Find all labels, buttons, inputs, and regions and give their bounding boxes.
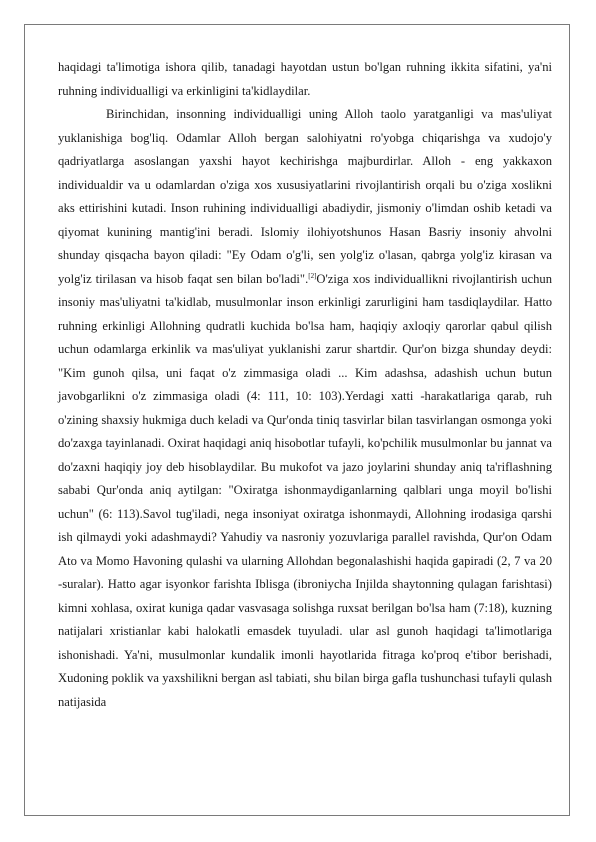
paragraph-1: haqidagi ta'limotiga ishora qilib, tanadagi hayotdan ustun bo'lgan ruhning ikkita sifatini, ya'ni ruhning individualligi va erkinligini ta'kidlaydilar. xyxy=(58,60,552,98)
paragraph-2-part-1: Birinchidan, insonning individualligi uning Alloh taolo yaratganligi va mas'uliyat yuklanishiga bog'liq. Odamlar Alloh bergan salohiyatni ro'yobga chiqarishga va xudojo'y qadriyatlarga asoslangan yaxshi hayot kechirishga majburdirlar. Alloh - eng yakkaxon individualdir va u odamlardan o'ziga xos xususiyatlarini rivojlantirish orqali bu o'ziga xoslikni aks ettirishini kutadi. Inson ruhining individualligi abadiydir, jismoniy o'limdan oshib ketadi va qiyomat kunining mantig'ini beradi. Islomiy ilohiyotshunos Hasan Basriy insoniy ahvolni shunday qisqacha bayon qiladi: "Ey Odam o'g'li, sen yolg'iz o'lasan, qabrga yolg'iz kirasan va yolg'iz tirilasan va hisob faqat sen bilan bo'ladi". xyxy=(58,107,552,286)
paragraph-2 xyxy=(58,103,552,714)
paragraph-2-part-2: O'ziga xos individuallikni rivojlantirish uchun insoniy mas'uliyatni ta'kidlab, musulmonlar inson erkinligi zarurligini ham tasdiqlaydilar. Hatto ruhning erkinligi Allohning qudratli kuchida bo'lsa ham, haqiqiy axloqiy qarorlar qabul qilish uchun odamlarga erkinlik va mas'uliyat yuklanishi zarur shartdir. Qur'on bizga shunday deydi: "Kim gunoh qilsa, uni faqat o'z zimmasiga oladi ... Kim adashsa, adashish uchun butun javobgarlikni o'z zimmasiga oladi (4: 111, 10: 103).Yerdagi xatti -harakatlariga qarab, ruh o'zining shaxsiy hukmiga duch keladi va Qur'onda tiniq tasvirlar bilan tasvirlangan osmonga yoki do'zaxga tayinlanadi. Oxirat haqidagi aniq hisobotlar tufayli, ko'pchilik musulmonlar bu jannat va do'zaxni haqiqiy joy deb hisoblaydilar. Bu mukofot va jazo joylarini shunday aniq ta'riflashning sababi Qur'onda aniq aytilgan: "Oxiratga ishonmaydiganlarning qalblari unga moyil bo'lishi uchun" (6: 113).Savol tug'iladi, nega insoniyat oxiratga ishonmaydi, Allohning irodasiga qarshi ish qilmaydi yoki adashmaydi? Yahudiy va nasroniy yozuvlariga parallel ravishda, Qur'on Odam Ato va Momo Havoning qulashi va ularning Allohdan begonalashishi haqida gapiradi (2, 7 va 20 -suralar). Hatto agar isyonkor farishta Iblisga (ibroniycha Injilda shaytonning qulagan farishtasi) kimni xohlasa, oxirat kuniga qadar vasvasaga solishga ruxsat berilgan bo'lsa ham (7:18), kuzning natijalari xristianlar kabi halokatli emasdek tuyuladi. ular asl gunoh haqidagi ta'limotlariga ishonishadi. Ya'ni, musulmonlar kundalik imonli hayotlarida fitraga ko'proq e'tibor berishadi, Xudoning poklik va yaxshilikni bergan asl tabiati, shu bilan birga gafla tushunchasi tufayli qulash natijasida xyxy=(58,271,552,709)
footnote-reference[interactable]: [2] xyxy=(308,271,317,280)
document-body xyxy=(58,56,552,714)
